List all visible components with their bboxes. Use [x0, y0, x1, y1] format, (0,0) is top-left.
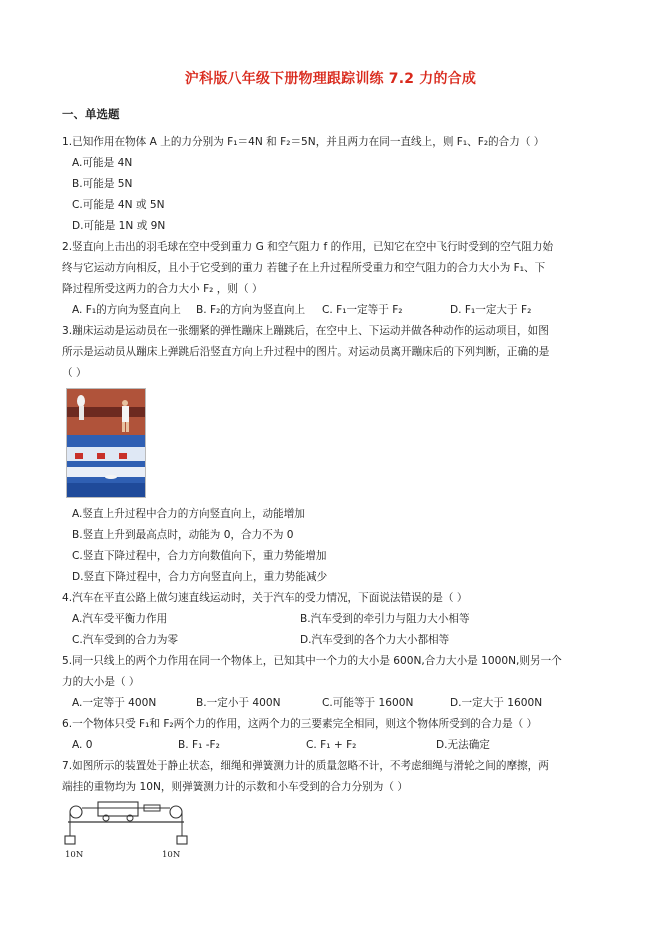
question-3-option-c: C.竖直下降过程中，合力方向数值向下，重力势能增加 [72, 550, 327, 562]
question-3-stem-line: （ ） [62, 367, 87, 379]
question-1-option-b: B.可能是 5N [72, 178, 133, 190]
question-3-option-a: A.竖直上升过程中合力的方向竖直向上，动能增加 [72, 508, 305, 520]
section-heading: 一、单选题 [62, 107, 120, 121]
question-2-option-c: C. F₁一定等于 F₂ [322, 304, 403, 316]
question-1-option-c: C.可能是 4N 或 5N [72, 199, 165, 211]
question-2-stem-line: 2.竖直向上击出的羽毛球在空中受到重力 G 和空气阻力 f 的作用，已知它在空中飞行时受到的空气阻力始 [62, 241, 554, 253]
trampoline-photo-illustration [67, 389, 145, 497]
question-6-option-a: A. 0 [72, 739, 93, 751]
document-title: 沪科版八年级下册物理跟踪训练 7.2 力的合成 [184, 71, 477, 87]
question-1-option-d: D.可能是 1N 或 9N [72, 220, 166, 232]
question-6-option-c: C. F₁ + F₂ [306, 739, 357, 751]
left-weight-label: 10N [65, 850, 84, 860]
question-5-option-b: B.一定小于 400N [196, 697, 281, 709]
question-6-stem: 6.一个物体只受 F₁和 F₂两个力的作用，这两个力的三要素完全相同，则这个物体所受到的合力是（ ） [62, 718, 538, 730]
pulley-diagram-drawing [64, 800, 188, 862]
question-4-option-a: A.汽车受平衡力作用 [72, 613, 168, 625]
question-2-option-b: B. F₂的方向为竖直向上 [196, 304, 306, 316]
question-6-option-b: B. F₁ -F₂ [178, 739, 220, 751]
question-4-option-b: B.汽车受到的牵引力与阻力大小相等 [300, 613, 470, 625]
question-6-option-d: D.无法确定 [436, 739, 490, 751]
question-5-stem-line: 力的大小是（ ） [62, 676, 140, 688]
question-7-stem-line: 7.如图所示的装置处于静止状态，细绳和弹簧测力计的质量忽略不计，不考虑细绳与滑轮之间的摩擦，两 [62, 760, 549, 772]
question-2-option-d: D. F₁一定大于 F₂ [450, 304, 532, 316]
question-2-stem-line: 终与它运动方向相反，且小于它受到的重力 若毽子在上升过程所受重力和空气阻力的合力大小为 F₁、下 [62, 262, 546, 274]
question-3-stem-line: 所示是运动员从蹦床上弹跳后沿竖直方向上升过程中的图片。对运动员离开蹦床后的下列判断，正确的是 [62, 346, 550, 358]
pulley-spring-scale-diagram [64, 800, 188, 862]
question-3-stem-line: 3.蹦床运动是运动员在一张绷紧的弹性蹦床上蹦跳后，在空中上、下运动并做各种动作的运动项目，如图 [62, 325, 549, 337]
question-3-option-b: B.竖直上升到最高点时，动能为 0，合力不为 0 [72, 529, 294, 541]
question-7-stem-line: 端挂的重物均为 10N，则弹簧测力计的示数和小车受到的合力分别为（ ） [62, 781, 408, 793]
question-4-option-c: C.汽车受到的合力为零 [72, 634, 179, 646]
question-1-stem: 1.已知作用在物体 A 上的力分别为 F₁＝4N 和 F₂＝5N，并且两力在同一直线上，则 F₁、F₂的合力（ ） [62, 136, 545, 148]
question-5-option-a: A.一定等于 400N [72, 697, 157, 709]
question-1-option-a: A.可能是 4N [72, 157, 133, 169]
question-4-option-d: D.汽车受到的各个力大小都相等 [300, 634, 450, 646]
question-4-stem: 4.汽车在平直公路上做匀速直线运动时，关于汽车的受力情况，下面说法错误的是（ ） [62, 592, 468, 604]
question-2-option-a: A. F₁的方向为竖直向上 [72, 304, 181, 316]
question-3-option-d: D.竖直下降过程中，合力方向竖直向上，重力势能减少 [72, 571, 328, 583]
question-2-stem-line: 降过程所受这两力的合力大小 F₂ ，则（ ） [62, 283, 263, 295]
trampoline-photo [66, 388, 146, 498]
question-5-option-c: C.可能等于 1600N [322, 697, 414, 709]
question-5-option-d: D.一定大于 1600N [450, 697, 543, 709]
right-weight-label: 10N [162, 850, 181, 860]
question-5-stem-line: 5.同一只线上的两个力作用在同一个物体上，已知其中一个力的大小是 600N,合力大小是 1000N,则另一个 [62, 655, 562, 667]
